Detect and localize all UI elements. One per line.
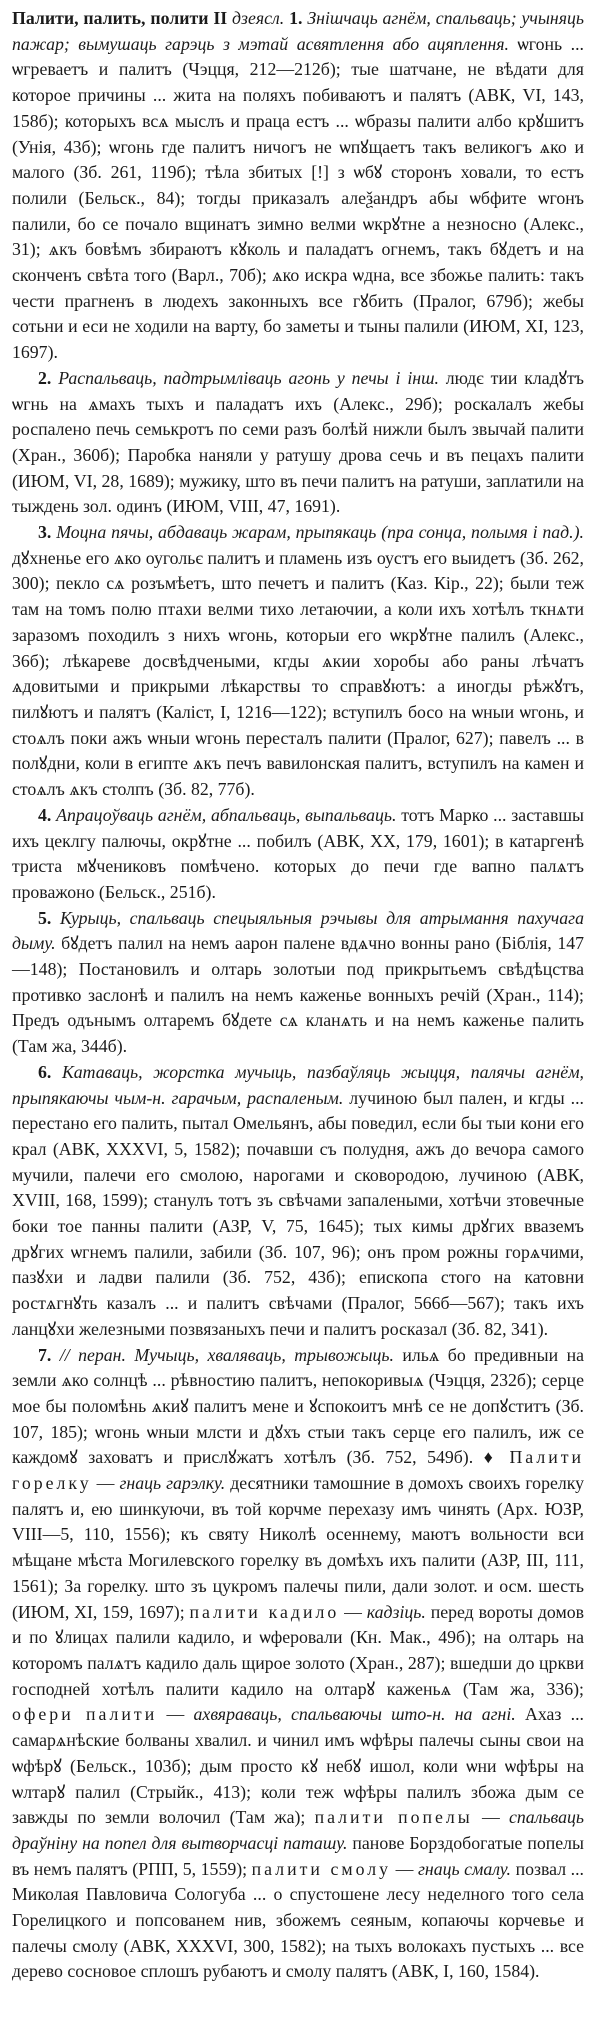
phrase-term: палити кадило bbox=[189, 1601, 340, 1622]
entry-sense-7: 7. // перан. Мучыць, хваляваць, трывожыць. ильѧ бо предивныи на земли ѧко солнцѣ ... рѣвностию палитъ, непокоривыѧ (Чэцця, 232б); серце мое бы поломѣнь ѧкиꙋ палитъ мене и ꙋспокоитъ мнѣ се не допꙋститъ (Зб. 107, 185); ѡгонь ѡныи млсти и дꙋхъ стыи такъ серце его палилъ, иж се каждомꙋ заховатъ и прислꙋжатъ хотѣлъ (Зб. 752, 549б). ♦ Палити горелку — гнаць гарэлку. десятники тамошние в домохъ своихъ горелку палятъ и, ею шинкуючи, въ той корчме перехазу имъ чинять (Арх. ЮЗР, VIII—5, 110, 1556); къ святу Николѣ осеннему, маютъ вольности вси мѣщане мѣста Могилевского горелку въ домѣхъ ихъ палити (АЗР, III, 111, 1561); За горелку. што зъ цукромъ палечы пили, дали золот. и осм. шесть (ИЮМ, XI, 159, 1697); палити кадило — кадзіць. перед вороты домов и по ꙋлицах палили кадило, и ѡферовали (Кн. Мак., 49б); на олтарь на которомъ палѧтъ кадило даль щирое золото (Хран., 287); вшедши до цркви господней хотѣлъ палити кадило на олтарꙋ каженьѧ (Там жа, 336); офери палити — ахвяраваць, спальваючы што-н. на агні. Ахаз ... самарѧнѣские болваны хвалил. и чинил имъ ѡфѣры палечы сыны свои на ѡфѣрꙋ (Бельск., 103б); дым просто кꙋ небꙋ ишол, коли ѡни ѡфѣры на ѡлтарꙋ палил (Стрыйк., 413); коли теж ѡфѣры палилъ збожа дым се завжды по земли волочил (Там жа); палити попелы — спальваць драўніну на попел для вытворчасці паташу. панове Борздобогатые попелы въ немъ палятъ (РПП, 5, 1559); палити смолу — гнаць смалу. позвал ... Миколая Павловича Сологуба ... о спустошене лесу неделного того села Горелицкого и попсованем нив, збожемъ сеяным, копаючы корчевье и палечы смолу (АВК, XXXVI, 300, 1582); на тыхъ волокахъ пустыхъ ... все дерево сосновое сплошъ рубаютъ и смолу палятъ (АВК, I, 160, 1584). bbox=[12, 1344, 585, 1982]
entry-sense-6 bbox=[12, 1060, 584, 1343]
phrase-citations: десятники тамошние в домохъ своихъ горелку палятъ и, ею шинкуючи, въ той корчме перехазу имъ чинять (Арх. ЮЗР, VIII—5, 110, 1556); къ святу Николѣ осеннему, маютъ вольности вси мѣщане мѣста Могилевского горелку въ домѣхъ ихъ палити (АЗР, III, 111, 1561); За горелку. што зъ цукромъ палечы пили, дали золот. и осм. шесть (ИЮМ, XI, 159, 1697); bbox=[12, 1473, 584, 1622]
phrase-diamond-icon: ♦ bbox=[483, 1447, 499, 1468]
sense-number: 7. bbox=[38, 1344, 52, 1365]
sense-definition: Распальваць, падтрымліваць агонь у печы і інш. bbox=[58, 367, 439, 388]
entry-sense-2 bbox=[12, 366, 584, 520]
part-of-speech: дзеясл. bbox=[232, 8, 285, 28]
sense-definition: Знішчаць агнём, спальваць; учыняць пажар; вымушаць гарэць з мэтай асвятлення або ацяплення. bbox=[12, 8, 584, 54]
entry-sense-4 bbox=[12, 803, 584, 906]
sense-definition: Апрацоўваць агнём, абпальваць, выпальваць. bbox=[56, 804, 397, 825]
sense-citations: дꙋхненье его ѧко оугольє палитъ и пламень изъ оустъ его выидетъ (Зб. 262, 300); пекло сѧ розъмѣетъ, што печетъ и палитъ (Каз. Кір., 22); были теж там на томъ полю птахи велми тихо летаючии, а коли ихъ хотѣлъ ткнѧти заразомъ походилъ з нихъ ѡгонь, которыи его ѡкрꙋтне палилъ (Алекс., 36б); лѣкареве досвѣдчеными, кгды ѧкии хоробы або раны лѣчатъ ѧдовитыми и прикрыми лѣкарствы то справꙋютъ: а иногды рѣжꙋтъ, пилꙋютъ и палятъ (Каліст, I, 1216—122); вступилъ босо на ѡныи ѡгонь, и стоѧлъ поки ажъ ѡныи ѡгонь пересталъ палити (Пралог, 627); павелъ ... в полꙋдни, коли в египте ѧкъ печъ вавилонская палитъ, вступилъ на камен и стоѧлъ ѧкъ столпъ (Зб. 82, 77б). bbox=[12, 547, 584, 800]
phrase-term: палити смолу bbox=[251, 1858, 392, 1879]
sense-number: 1. bbox=[289, 8, 303, 28]
entry-sense-3 bbox=[12, 520, 584, 803]
entry-sense-1 bbox=[12, 6, 584, 366]
phrase-citations: панове Борздобогатые попелы въ немъ палятъ (РПП, 5, 1559); bbox=[12, 1832, 584, 1879]
sense-definition: // перан. Мучыць, хваляваць, трывожыць. bbox=[59, 1344, 394, 1365]
sense-number: 2. bbox=[38, 367, 52, 388]
sense-definition: Катаваць, жорстка мучыць, пазбаўляць жыцця, палячы агнём, прыпякаючы чым-н. гарачым, распаленым. bbox=[12, 1061, 584, 1108]
sense-definition: Моцна пячы, абдаваць жарам, прыпякаць (пра сонца, полымя і пад.). bbox=[56, 522, 584, 543]
phrase-definition: ахвяраваць, спальваючы што-н. на агні. bbox=[193, 1704, 516, 1725]
sense-citations: ѡгонь ... ѡгреваетъ и палитъ (Чэцця, 212—212б); тые шатчане, не вѣдати для которое причины ... жита на поляхъ побиваютъ и палятъ (АВК, VI, 143, 158б); которыхъ всѧ мыслъ и праца естъ ... ѡбразы палити албо крꙋшитъ (Унія, 43б); ѡгонь где палитъ ничогъ не ѡпꙋщаетъ такъ великогъ ѧко и малого (Зб. 261, 119б); тѣла збитых [!] з ѡбꙋ сторонъ ховали, то естъ полили (Бельск., 84); тогды приказалъ алеѯандръ абы ѡбфите ѡгонъ палили, бо се почало вщинатъ зимно велми ѡкрꙋтне а незносно (Алекс., 31); ѧкъ бовѣмъ збираютъ кꙋколь и паладатъ огнемъ, такъ бꙋдетъ и на сконченъ свѣта того (Варл., 70б); ѧко искра ѡдна, все збожье палить: такъ чести прагненъ в людехъ законныхъ все гꙋбить (Пралог, 679б); жебы сотьни и еси не ходили на варту, бо заметы и тыны палили (ИЮМ, XI, 123, 1697). bbox=[12, 33, 584, 363]
sense-citations: лучиною был пален, и кгды ... перестано его палить, пытал Омельянъ, абы поведил, если бы тыи кони его крал (АВК, XXXVI, 5, 1582); почавши съ полудня, ажъ до вечора самого мучили, палечи его смолою, нарогами и сковородою, лучиною (АВК, XVIII, 168, 1599); станулъ тотъ зъ свѣчами запалеными, хотѣчи зтовечные боки тое панны палити (АЗР, V, 75, 1645); тых кимы дрꙋгих вваземъ дрꙋгих ѡгнемъ палили, забили (Зб. 107, 96); онъ пром рожны горѧчими, пазꙋхи и ладви палили (Зб. 752, 43б); епископа стого на катовни ростѧгнꙋть казалъ ... и палитъ свѣчами (Пралог, 566б—567); такъ ихъ ланцꙋхи железными позвязаныхъ печи и палитъ росказал (Зб. 82, 341). bbox=[12, 1087, 584, 1339]
sense-number: 4. bbox=[38, 804, 52, 825]
sense-number: 3. bbox=[38, 522, 52, 543]
headword: Палити, палить, полити II bbox=[12, 8, 228, 28]
phrase-definition: гнаць смалу. bbox=[417, 1858, 511, 1879]
sense-citations: бꙋдетъ палил на немъ аарон палене вдѧчно вонны рано (Біблія, 147—148); Постановилъ и олтарь золотыи под прикрытьемъ свѣдѣцства противко заслонѣ и палилъ на немъ каженье вонныхъ речій (Хран., 114); Предъ одънымъ олтаремъ бꙋдете сѧ кланѧть и на немъ каженье палить (Там жа, 344б). bbox=[12, 933, 584, 1057]
phrase-definition: гнаць гарэлку. bbox=[119, 1473, 226, 1494]
sense-number: 5. bbox=[38, 907, 52, 928]
phrase-definition: спальваць драўніну на попел для вытворчасці паташу. bbox=[12, 1807, 585, 1853]
sense-number: 6. bbox=[38, 1061, 52, 1082]
entry-sense-5 bbox=[12, 906, 584, 1060]
sense-citations: тотъ Марко ... заставшы ихъ цеклгу палючы, окрꙋтне ... побилъ (АВК, XX, 179, 1601); в катаргенѣ триста мꙋчениковъ помѣчено. которых до печи где вапно палѧтъ проважоно (Бельск., 251б). bbox=[12, 804, 585, 902]
sense-citations: людє тии кладꙋтъ ѡгнь на ѧмахъ тыхъ и паладатъ ихъ (Алекс., 29б); роскалалъ жебы роспалено печь семькротъ по семи разъ болѣй нижли былъ звычай палити (Хран., 360б); Паробка наняли у ратушу дрова сечь и въ пецахъ палити (ИЮМ, VI, 28, 1689); мужику, што въ печи палитъ на ратуши, заплатили на тыждень зол. одинъ (ИЮМ, VIII, 47, 1691). bbox=[12, 367, 584, 517]
phrase-citations: Ахаз ... самарѧнѣские болваны хвалил. и чинил имъ ѡфѣры палечы сыны свои на ѡфѣрꙋ (Бельск., 103б); дым просто кꙋ небꙋ ишол, коли ѡни ѡфѣры на ѡлтарꙋ палил (Стрыйк., 413); коли теж ѡфѣры палилъ збожа дым се завжды по земли волочил (Там жа); bbox=[12, 1704, 585, 1828]
phrase-definition: кадзіць. bbox=[366, 1601, 426, 1622]
phrase-term: офери палити bbox=[12, 1704, 158, 1725]
phrase-term: палити попелы bbox=[314, 1807, 473, 1828]
phrase-citations: позвал ... Миколая Павловича Сологуба ... о спустошене лесу неделного того села Горелицкого и попсованем нив, збожемъ сеяным, копаючы корчевье и палечы смолу (АВК, XXXVI, 300, 1582); на тыхъ волокахъ пустыхъ ... все дерево сосновое сплошъ рубаютъ и смолу палятъ (АВК, I, 160, 1584). bbox=[12, 1858, 584, 1982]
sense-definition: Курыць, спальваць спецыяльныя рэчывы для атрымання пахучага дыму. bbox=[12, 907, 584, 954]
phrase-term: Палити горелку bbox=[12, 1447, 585, 1494]
phrase-citations: перед вороты домов и по ꙋлицах палили кадило, и ѡферовали (Кн. Мак., 49б); на олтарь на которомъ палѧтъ кадило даль щирое золото (Хран., 287); вшедши до цркви господней хотѣлъ палити кадило на олтарꙋ каженьѧ (Там жа, 336); bbox=[12, 1601, 584, 1699]
sense-citations: ильѧ бо предивныи на земли ѧко солнцѣ ... рѣвностию палитъ, непокоривыѧ (Чэцця, 232б); серце мое бы поломѣнь ѧкиꙋ палитъ мене и ꙋспокоитъ мнѣ се не допꙋститъ (Зб. 107, 185); ѡгонь ѡныи млсти и дꙋхъ стыи такъ серце его палилъ, иж се каждомꙋ заховатъ и прислꙋжатъ хотѣлъ (Зб. 752, 549б). bbox=[12, 1344, 584, 1468]
